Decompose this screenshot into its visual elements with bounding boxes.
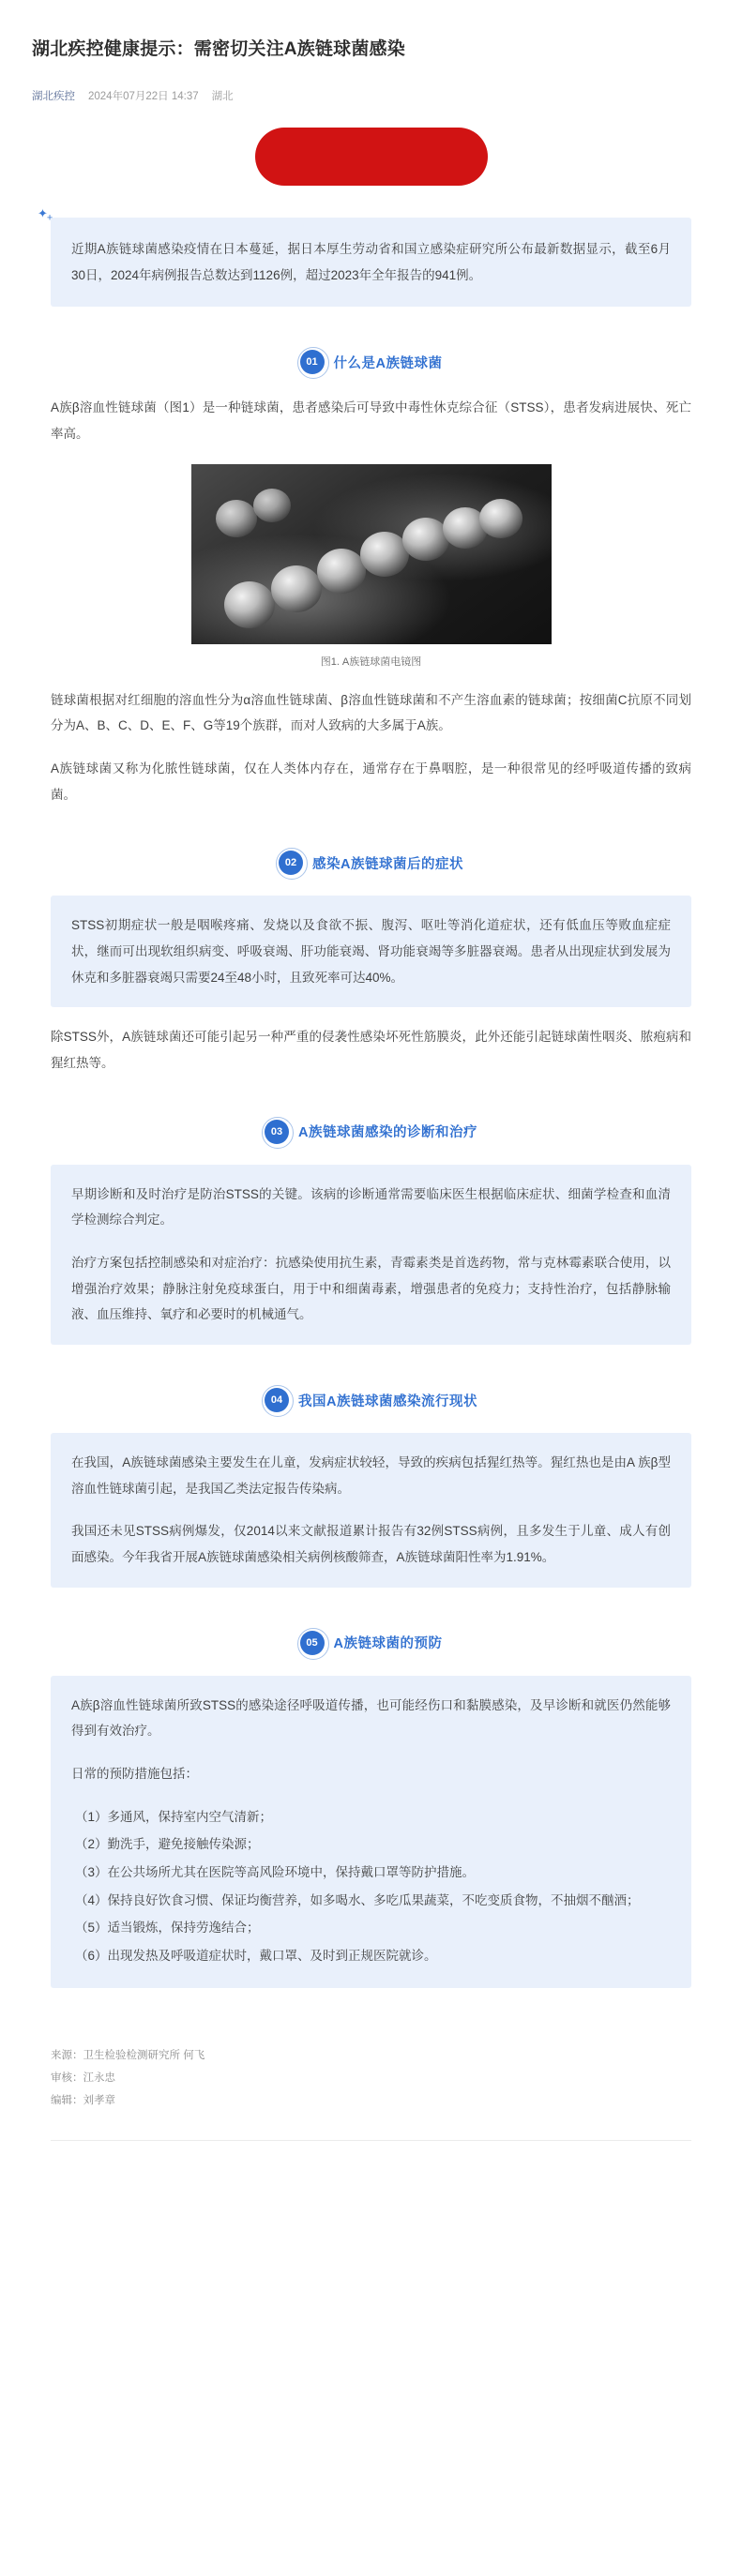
article-credits xyxy=(0,2005,742,2141)
section-05 xyxy=(0,1631,742,1988)
publish-date: 2024年07月22日 14:37 xyxy=(88,90,199,102)
section-02-paragraph-1: STSS初期症状一般是咽喉疼痛、发烧以及食欲不振、腹泻、呕吐等消化道症状，还有低血压等败血症症状，继而可出现软组织病变、呼吸衰竭、肝功能衰竭、肾功能衰竭等多脏器衰竭。患者从出现症状到发展为休克和多脏器衰竭只需要24至48小时，且致死率可达40%。 xyxy=(71,918,671,985)
list-item: （3）在公共场所尤其在医院等高风险环境中，保持戴口罩等防护措施。 xyxy=(75,1865,476,1880)
section-03-paragraph-1: 早期诊断和及时治疗是防治STSS的关键。该病的诊断通常需要临床医生根据临床症状、细菌学检查和血清学检测综合判定。 xyxy=(71,1186,671,1228)
list-item: （6）出现发热及呼吸道症状时，戴口罩、及时到正规医院就诊。 xyxy=(75,1949,437,1964)
section-number-badge: 03 xyxy=(265,1120,289,1144)
section-04-shaded-block xyxy=(51,1433,691,1588)
section-02 xyxy=(0,851,742,1076)
section-title: 我国A族链球菌感染流行现状 xyxy=(298,1393,477,1409)
section-05-shaded-block xyxy=(51,1676,691,1988)
prevention-measures-list xyxy=(71,1804,671,1969)
list-item: （5）适当锻炼，保持劳逸结合； xyxy=(75,1921,260,1936)
credit-source: 来源：卫生检验检测研究所 何飞 xyxy=(51,2049,205,2061)
list-item: （4）保持良好饮食习惯、保证均衡营养，如多喝水、多吃瓜果蔬菜，不吃变质食物，不抽烟不酗酒； xyxy=(75,1892,640,1907)
section-heading xyxy=(51,1388,691,1412)
section-title: 感染A族链球菌后的症状 xyxy=(312,856,463,872)
section-04-paragraph-2: 我国还未见STSS病例爆发，仅2014以来文献报道累计报告有32例STSS病例，且多发生于儿童、成人有创面感染。今年我省开展A族链球菌感染相关病例核酸筛查，A族链球菌阳性率为1.91%。 xyxy=(71,1524,671,1565)
sparkle-icon: $✦_+$ xyxy=(38,205,53,224)
article-page xyxy=(0,12,742,2576)
intro-text: 近期A族链球菌感染疫情在日本蔓延，据日本厚生劳动省和国立感染症研究所公布最新数据显示，截至6月30日，2024年病例报告总数达到1126例，超过2023年全年报告的941例。 xyxy=(51,218,691,307)
section-title: A族链球菌的预防 xyxy=(333,1636,443,1652)
section-number-badge: 04 xyxy=(265,1388,289,1412)
red-banner-graphic xyxy=(255,128,488,186)
section-01-paragraph-3: A族链球菌又称为化脓性链球菌，仅在人类体内存在，通常存在于鼻咽腔，是一种很常见的经呼吸道传播的致病菌。 xyxy=(51,761,691,802)
section-01-paragraph-2: 链球菌根据对红细胞的溶血性分为α溶血性链球菌、β溶血性链球菌和不产生溶血素的链球菌；按细菌C抗原不同划分为A、B、C、D、E、F、G等19个族群，而对人致病的大多属于A族。 xyxy=(51,692,691,733)
credit-editor: 编辑：刘孝章 xyxy=(51,2095,115,2107)
list-item: （1）多通风，保持室内空气清新； xyxy=(75,1809,273,1824)
section-heading xyxy=(51,1631,691,1655)
bottom-divider xyxy=(51,2140,691,2141)
section-title: A族链球菌感染的诊断和治疗 xyxy=(298,1125,477,1141)
section-03 xyxy=(0,1120,742,1345)
section-02-paragraph-2: 除STSS外，A族链球菌还可能引起另一种严重的侵袭性感染坏死性筋膜炎，此外还能引起链球菌性咽炎、脓疱病和猩红热等。 xyxy=(51,1030,691,1070)
section-number-badge: 05 xyxy=(300,1631,325,1655)
section-03-paragraph-2: 治疗方案包括控制感染和对症治疗：抗感染使用抗生素，青霉素类是首选药物，常与克林霉素联合使用，以增强治疗效果；静脉注射免疫球蛋白，用于中和细菌毒素，增强患者的免疫力；支持性治疗，包括静脉输液、血压维持、氧疗和必要时的机械通气。 xyxy=(71,1256,671,1322)
banner-container xyxy=(0,103,742,191)
section-title: 什么是A族链球菌 xyxy=(333,355,443,371)
section-02-shaded-block xyxy=(51,896,691,1007)
section-01-paragraph-1: A族β溶血性链球菌（图1）是一种链球菌，患者感染后可导致中毒性休克综合征（STSS），患者发病进展快、死亡率高。 xyxy=(51,400,691,441)
section-04-paragraph-1: 在我国，A族链球菌感染主要发生在儿童，发病症状较轻，导致的疾病包括猩红热等。猩红热也是由A 族β型溶血性链球菌引起，是我国乙类法定报告传染病。 xyxy=(71,1455,671,1496)
section-heading xyxy=(51,851,691,875)
section-heading xyxy=(51,350,691,374)
article-meta xyxy=(0,75,742,103)
section-03-shaded-block xyxy=(51,1165,691,1345)
publish-location: 湖北 xyxy=(211,90,234,102)
intro-zone xyxy=(0,191,742,307)
figure-caption: 图1. A族链球菌电镜图 xyxy=(320,655,422,668)
figure-1 xyxy=(51,464,691,669)
bacteria-chain-illustration xyxy=(191,464,552,644)
section-heading xyxy=(51,1120,691,1144)
prevention-list-intro: 日常的预防措施包括： xyxy=(71,1767,198,1782)
streptococcus-micrograph-image xyxy=(191,464,552,644)
section-number-badge: 02 xyxy=(279,851,303,875)
section-05-paragraph-1: A族β溶血性链球菌所致STSS的感染途径呼吸道传播，也可能经伤口和黏膜感染，及早诊断和就医仍然能够得到有效治疗。 xyxy=(71,1697,671,1739)
section-04 xyxy=(0,1388,742,1588)
page-title: 湖北疾控健康提示：需密切关注A族链球菌感染 xyxy=(32,38,405,59)
section-01 xyxy=(0,350,742,807)
credit-reviewer: 审核：江永忠 xyxy=(51,2071,115,2084)
section-number-badge: 01 xyxy=(300,350,325,374)
list-item: （2）勤洗手，避免接触传染源； xyxy=(75,1837,260,1852)
account-name[interactable]: 湖北疾控 xyxy=(32,90,75,102)
